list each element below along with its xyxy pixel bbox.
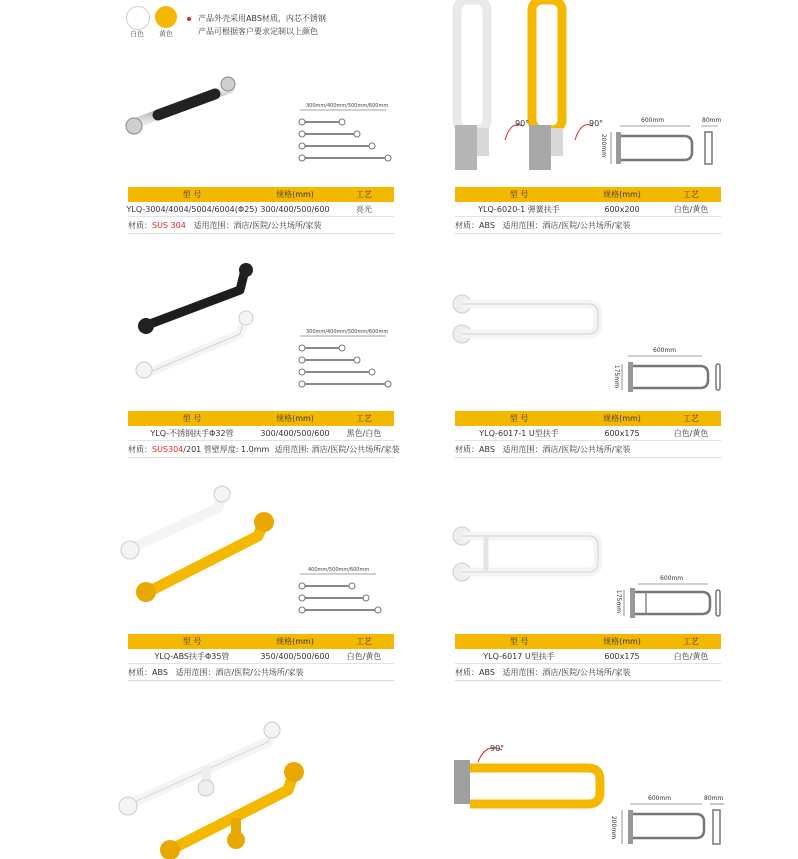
bar-end-cap [299, 357, 305, 363]
header-craft: 工艺 [356, 190, 372, 199]
p6-dimension-drawing [620, 580, 730, 625]
bar-end-cap [339, 119, 345, 125]
p2-width-label: 600mm [641, 117, 665, 124]
spec-cell: 600x175 [604, 428, 640, 438]
material-line [455, 218, 721, 234]
craft-cell: 白色/黄色 [346, 651, 382, 661]
scope-text: 适用范围：酒店/医院/公共场所/家装 [502, 445, 631, 454]
header-spec: 规格(mm) [603, 414, 641, 423]
material-prefix: 材质： [128, 445, 152, 454]
table-row [455, 426, 721, 441]
black-white-grab-bar-image [130, 262, 270, 387]
p1-dimension-drawing [296, 102, 391, 167]
header-craft: 工艺 [683, 190, 699, 199]
p2-angle-label-1: 90° [515, 119, 530, 128]
header-model: 型 号 [509, 414, 529, 423]
table-header [455, 634, 721, 649]
craft-cell: 白色/黄色 [673, 428, 709, 438]
craft-cell: 亮光 [356, 204, 372, 214]
p2-angle-label-2: 90° [589, 119, 604, 128]
material-line [128, 442, 400, 458]
bar-end-cap [369, 143, 375, 149]
material-highlight: SUS 304 [152, 221, 186, 230]
bar-end-cap [299, 143, 305, 149]
scope-text: 适用范围: 酒店/医院/公共场所/家装 [274, 445, 400, 454]
bottom-angle-label: 90° [490, 744, 505, 753]
bar-end-cap [299, 583, 305, 589]
header-craft: 工艺 [356, 637, 372, 646]
header-model: 型 号 [182, 190, 202, 199]
p2-side-label: 80mm [702, 117, 722, 124]
material-prefix: 材质：ABS [128, 668, 168, 677]
header-craft: 工艺 [683, 414, 699, 423]
material-line [128, 665, 394, 681]
u-rail-with-support-image [448, 522, 608, 587]
scope-text: 适用范围：酒店/医院/公共场所/家装 [502, 221, 631, 230]
bar-end-cap [385, 155, 391, 161]
table-header [455, 411, 721, 426]
scope-text: 适用范围：酒店/医院/公共场所/家装 [502, 668, 631, 677]
yellow-swatch-label: 黄色 [159, 30, 173, 38]
bar-end-cap [369, 369, 375, 375]
p2-height-label: 200mm [600, 133, 608, 158]
p2-dimension-drawing [608, 118, 728, 178]
p5-dimension-label: 400mm/500mm/600mm [308, 567, 370, 573]
table-row [128, 426, 394, 441]
bar-end-cap [363, 595, 369, 601]
yellow-flip-up-rail-image [448, 740, 608, 820]
model-cell: YLQ-6017-1 U型扶手 [479, 428, 559, 438]
material-line [128, 218, 394, 234]
header-craft: 工艺 [356, 414, 372, 423]
bar-end-cap [299, 381, 305, 387]
table-row [128, 202, 394, 217]
spec-cell: 600x175 [604, 651, 640, 661]
p4-dimension-drawing [620, 352, 730, 397]
spec-cell: 600x200 [604, 204, 640, 214]
bar-end-cap [354, 131, 360, 137]
material-prefix: 材质：ABS [455, 445, 495, 454]
header-model: 型 号 [182, 637, 202, 646]
table-row [455, 202, 721, 217]
bar-end-cap [299, 155, 305, 161]
p5-dimension-drawing [296, 566, 381, 621]
material-line [455, 442, 721, 458]
craft-cell: 黑色/白色 [346, 428, 382, 438]
header-spec: 规格(mm) [276, 414, 314, 423]
header-model: 型 号 [182, 414, 202, 423]
p1-dimension-label: 300mm/400mm/500mm/600mm [306, 103, 389, 109]
spec-cell: 300/400/500/600 [260, 428, 330, 438]
table-header [128, 187, 394, 202]
craft-cell: 白色/黄色 [673, 651, 709, 661]
p6-width-label: 600mm [660, 575, 684, 582]
model-cell: YLQ-6017 U型扶手 [483, 651, 555, 661]
table-row [455, 649, 721, 664]
scope-text: 适用范围：酒店/医院/公共场所/家装 [193, 221, 322, 230]
red-bullet [187, 17, 191, 21]
table-header [128, 634, 394, 649]
model-cell: YLQ-6020-1 弹簧扶手 [478, 204, 560, 214]
material-note: 产品外壳采用ABS材质，内芯不锈钢 [198, 14, 326, 23]
material-highlight: SUS304 [152, 445, 184, 454]
bar-end-cap [349, 583, 355, 589]
header-model: 型 号 [509, 190, 529, 199]
p3-dimension-label: 300mm/400mm/500mm/600mm [306, 329, 389, 335]
spec-cell: 350/400/500/600 [260, 651, 330, 661]
bar-end-cap [339, 345, 345, 351]
material-line [455, 665, 721, 681]
bar-end-cap [375, 607, 381, 613]
model-cell: YLQ-3004/4004/5004/6004(Φ25) [126, 204, 258, 214]
white-swatch-label: 白色 [130, 30, 144, 38]
material-suffix: /201 管壁厚度: 1.0mm [183, 445, 270, 454]
header-craft: 工艺 [683, 637, 699, 646]
material-prefix: 材质：ABS [455, 668, 495, 677]
bar-end-cap [299, 595, 305, 601]
bar-end-cap [299, 345, 305, 351]
flip-up-rail-image [445, 0, 595, 175]
bar-end-cap [299, 119, 305, 125]
model-cell: YLQ-不锈钢扶手Φ32管 [150, 428, 234, 438]
bar-end-cap [354, 357, 360, 363]
table-header [455, 187, 721, 202]
yellow-color-swatch [155, 6, 177, 28]
p6-height-label: 175mm [615, 589, 623, 614]
header-spec: 规格(mm) [276, 637, 314, 646]
model-cell: YLQ-ABS扶手Φ35管 [154, 651, 230, 661]
bottom-width-label: 600mm [648, 795, 672, 802]
craft-cell: 白色/黄色 [673, 204, 709, 214]
bar-end-cap [299, 369, 305, 375]
header-spec: 规格(mm) [603, 637, 641, 646]
stainless-grab-bar-image [120, 70, 250, 150]
bottom-height-label: 200mm [610, 815, 618, 840]
p4-width-label: 600mm [653, 347, 677, 354]
table-header [128, 411, 394, 426]
header-model: 型 号 [509, 637, 529, 646]
abs-grab-bar-image [118, 484, 278, 609]
bar-end-cap [299, 607, 305, 613]
p3-dimension-drawing [296, 328, 391, 393]
custom-color-note: 产品可根据客户要求定制以上颜色 [198, 27, 318, 36]
table-row [128, 649, 394, 664]
u-shaped-rail-image [448, 290, 608, 350]
white-color-swatch [126, 6, 150, 30]
material-prefix: 材质：ABS [455, 221, 495, 230]
spec-cell: 300/400/500/600 [260, 204, 330, 214]
multi-support-rail-image [118, 720, 318, 859]
scope-text: 适用范围：酒店/医院/公共场所/家装 [175, 668, 304, 677]
header-spec: 规格(mm) [603, 190, 641, 199]
material-prefix: 材质： [128, 221, 152, 230]
p4-height-label: 175mm [613, 364, 621, 389]
bottom-dimension-drawing [618, 800, 728, 850]
bar-end-cap [299, 131, 305, 137]
bar-end-cap [385, 381, 391, 387]
bottom-side-label: 80mm [704, 795, 724, 802]
header-spec: 规格(mm) [276, 190, 314, 199]
